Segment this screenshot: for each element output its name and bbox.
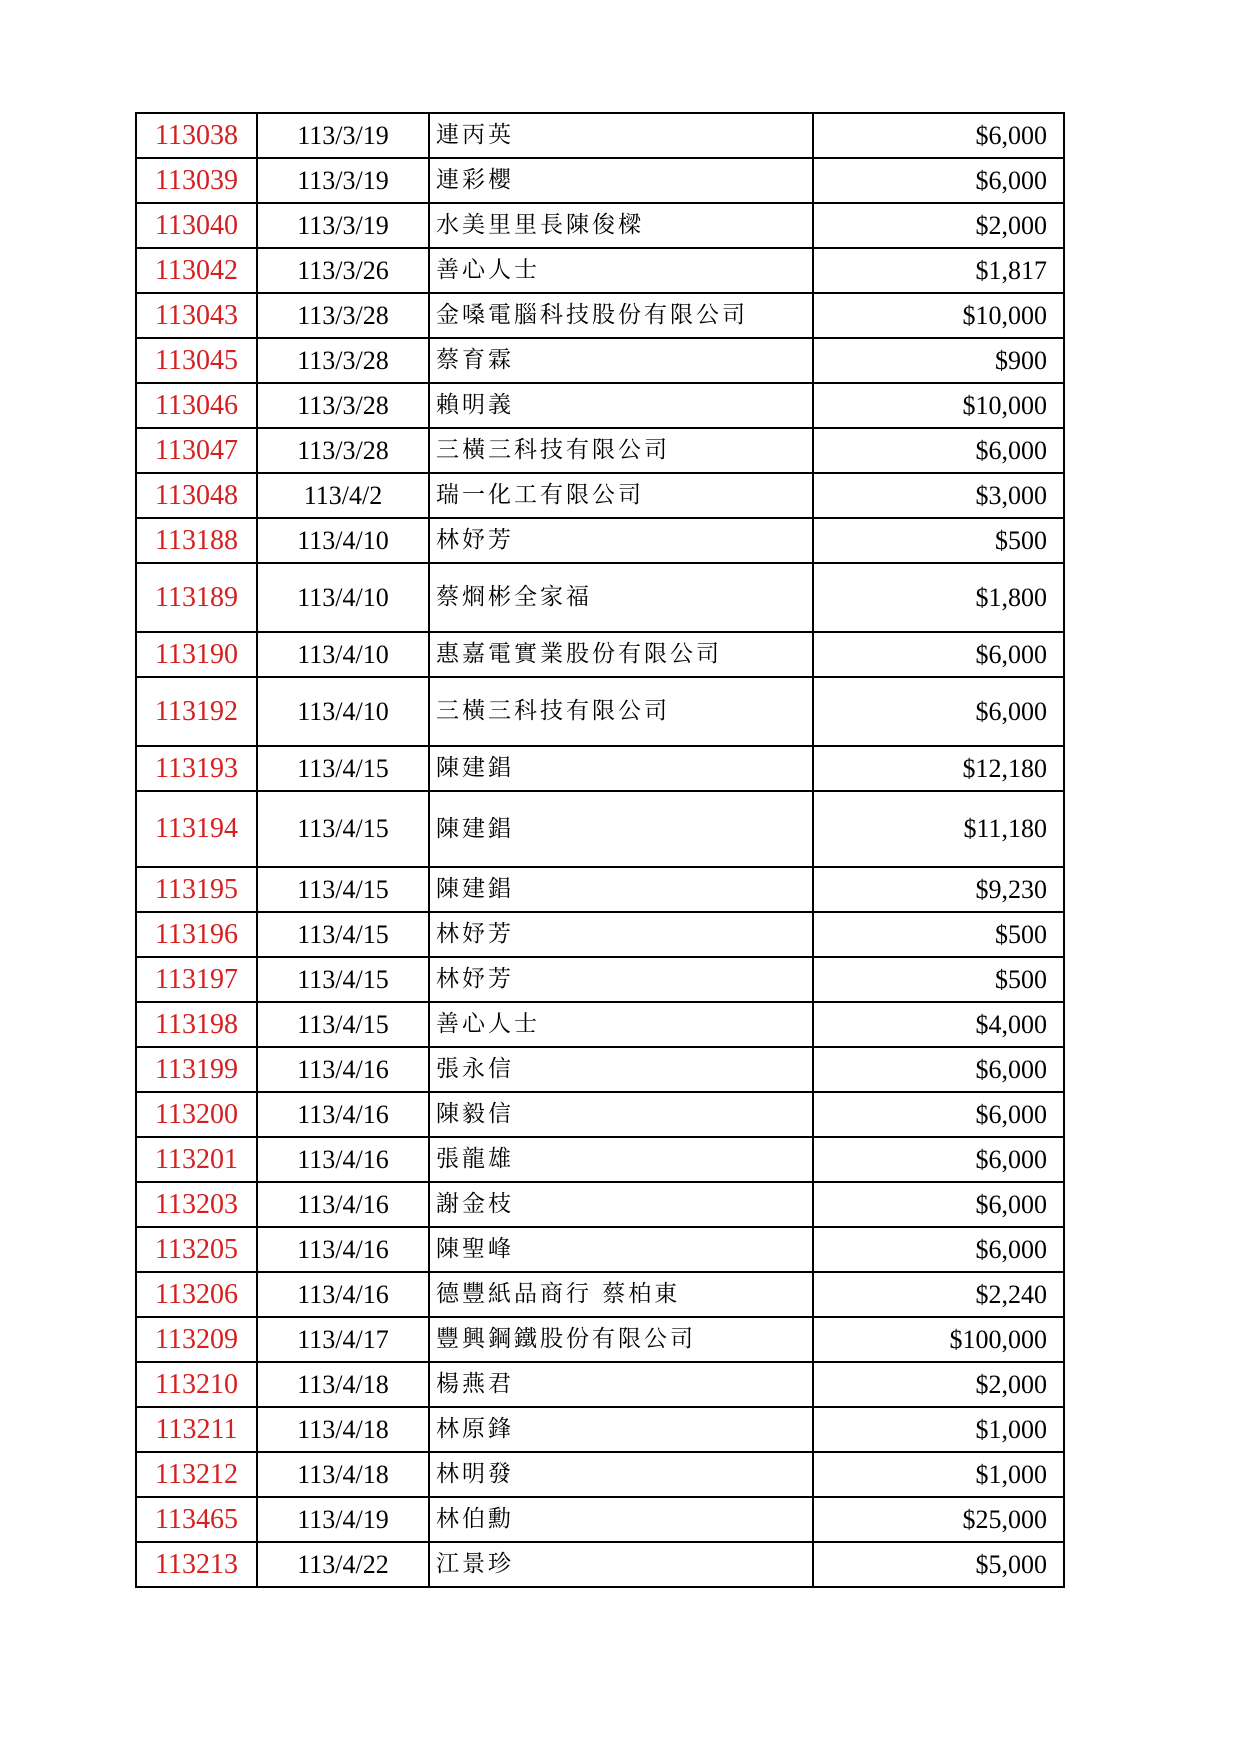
- donor-name: 瑞一化工有限公司: [429, 473, 813, 518]
- donor-name: 張永信: [429, 1047, 813, 1092]
- donation-date: 113/3/28: [257, 428, 429, 473]
- donor-name: 連丙英: [429, 113, 813, 158]
- donation-date: 113/4/16: [257, 1182, 429, 1227]
- table-row: [136, 1362, 1064, 1407]
- donation-amount: $5,000: [813, 1542, 1064, 1587]
- donation-amount: $10,000: [813, 293, 1064, 338]
- table-row: [136, 867, 1064, 912]
- table-row: [136, 518, 1064, 563]
- table-row: [136, 1542, 1064, 1587]
- donation-date: 113/3/19: [257, 158, 429, 203]
- donation-table-body: [136, 113, 1064, 1587]
- donation-date: 113/4/17: [257, 1317, 429, 1362]
- table-row: [136, 248, 1064, 293]
- receipt-number: 113465: [136, 1497, 257, 1542]
- donation-amount: $11,180: [813, 791, 1064, 867]
- donor-name: 蔡育霖: [429, 338, 813, 383]
- donor-name: 三橫三科技有限公司: [429, 428, 813, 473]
- donor-name: 林妤芳: [429, 912, 813, 957]
- donation-amount: $6,000: [813, 1047, 1064, 1092]
- donation-amount: $100,000: [813, 1317, 1064, 1362]
- donation-date: 113/4/15: [257, 746, 429, 791]
- donation-amount: $3,000: [813, 473, 1064, 518]
- table-row: [136, 1317, 1064, 1362]
- receipt-number: 113198: [136, 1002, 257, 1047]
- table-row: [136, 338, 1064, 383]
- receipt-number: 113209: [136, 1317, 257, 1362]
- donor-name: 三橫三科技有限公司: [429, 677, 813, 746]
- donor-name: 善心人士: [429, 1002, 813, 1047]
- donor-name: 江景珍: [429, 1542, 813, 1587]
- receipt-number: 113203: [136, 1182, 257, 1227]
- donation-amount: $10,000: [813, 383, 1064, 428]
- donation-table: [135, 112, 1065, 1588]
- receipt-number: 113211: [136, 1407, 257, 1452]
- donation-date: 113/4/18: [257, 1407, 429, 1452]
- receipt-number: 113213: [136, 1542, 257, 1587]
- donor-name: 豐興鋼鐵股份有限公司: [429, 1317, 813, 1362]
- table-row: [136, 791, 1064, 867]
- donation-amount: $9,230: [813, 867, 1064, 912]
- donor-name: 林原鋒: [429, 1407, 813, 1452]
- table-row: [136, 1407, 1064, 1452]
- receipt-number: 113048: [136, 473, 257, 518]
- donation-date: 113/3/19: [257, 203, 429, 248]
- donation-amount: $2,000: [813, 1362, 1064, 1407]
- table-row: [136, 957, 1064, 1002]
- donation-amount: $6,000: [813, 113, 1064, 158]
- donor-name: 蔡烱彬全家福: [429, 563, 813, 632]
- donation-date: 113/4/16: [257, 1092, 429, 1137]
- table-row: [136, 1452, 1064, 1497]
- receipt-number: 113195: [136, 867, 257, 912]
- receipt-number: 113040: [136, 203, 257, 248]
- donation-date: 113/4/15: [257, 1002, 429, 1047]
- receipt-number: 113197: [136, 957, 257, 1002]
- donation-amount: $4,000: [813, 1002, 1064, 1047]
- donation-date: 113/4/10: [257, 563, 429, 632]
- donor-name: 林妤芳: [429, 957, 813, 1002]
- donation-date: 113/4/16: [257, 1272, 429, 1317]
- donation-amount: $6,000: [813, 1227, 1064, 1272]
- table-row: [136, 383, 1064, 428]
- donation-date: 113/4/15: [257, 791, 429, 867]
- donation-date: 113/4/16: [257, 1047, 429, 1092]
- receipt-number: 113201: [136, 1137, 257, 1182]
- receipt-number: 113042: [136, 248, 257, 293]
- donation-amount: $6,000: [813, 428, 1064, 473]
- receipt-number: 113039: [136, 158, 257, 203]
- table-row: [136, 1497, 1064, 1542]
- table-row: [136, 428, 1064, 473]
- donation-amount: $1,000: [813, 1407, 1064, 1452]
- donor-name: 賴明義: [429, 383, 813, 428]
- table-row: [136, 1002, 1064, 1047]
- table-row: [136, 1137, 1064, 1182]
- donation-amount: $25,000: [813, 1497, 1064, 1542]
- table-row: [136, 1047, 1064, 1092]
- receipt-number: 113200: [136, 1092, 257, 1137]
- donation-amount: $1,817: [813, 248, 1064, 293]
- donation-amount: $6,000: [813, 1092, 1064, 1137]
- donor-name: 善心人士: [429, 248, 813, 293]
- donor-name: 惠嘉電實業股份有限公司: [429, 632, 813, 677]
- receipt-number: 113190: [136, 632, 257, 677]
- donation-amount: $6,000: [813, 1182, 1064, 1227]
- table-row: [136, 563, 1064, 632]
- donor-name: 謝金枝: [429, 1182, 813, 1227]
- receipt-number: 113046: [136, 383, 257, 428]
- donor-name: 陳建錩: [429, 791, 813, 867]
- donation-amount: $900: [813, 338, 1064, 383]
- donor-name: 水美里里長陳俊樑: [429, 203, 813, 248]
- table-row: [136, 113, 1064, 158]
- receipt-number: 113043: [136, 293, 257, 338]
- receipt-number: 113212: [136, 1452, 257, 1497]
- donation-date: 113/4/19: [257, 1497, 429, 1542]
- donation-date: 113/4/18: [257, 1452, 429, 1497]
- receipt-number: 113199: [136, 1047, 257, 1092]
- donation-amount: $6,000: [813, 1137, 1064, 1182]
- donor-name: 金嗓電腦科技股份有限公司: [429, 293, 813, 338]
- receipt-number: 113206: [136, 1272, 257, 1317]
- donation-date: 113/4/10: [257, 518, 429, 563]
- donation-amount: $1,800: [813, 563, 1064, 632]
- table-row: [136, 912, 1064, 957]
- donor-name: 林伯勳: [429, 1497, 813, 1542]
- table-row: [136, 293, 1064, 338]
- table-row: [136, 1092, 1064, 1137]
- table-row: [136, 632, 1064, 677]
- donation-date: 113/4/15: [257, 912, 429, 957]
- donation-date: 113/4/2: [257, 473, 429, 518]
- donation-amount: $2,240: [813, 1272, 1064, 1317]
- donor-name: 連彩櫻: [429, 158, 813, 203]
- receipt-number: 113189: [136, 563, 257, 632]
- table-row: [136, 158, 1064, 203]
- table-row: [136, 1272, 1064, 1317]
- donation-amount: $500: [813, 957, 1064, 1002]
- donation-amount: $6,000: [813, 158, 1064, 203]
- donor-name: 陳建錩: [429, 746, 813, 791]
- donor-name: 陳毅信: [429, 1092, 813, 1137]
- donor-name: 林妤芳: [429, 518, 813, 563]
- table-row: [136, 473, 1064, 518]
- donation-amount: $500: [813, 912, 1064, 957]
- receipt-number: 113047: [136, 428, 257, 473]
- receipt-number: 113194: [136, 791, 257, 867]
- donation-date: 113/4/22: [257, 1542, 429, 1587]
- donation-date: 113/3/28: [257, 293, 429, 338]
- donor-name: 林明發: [429, 1452, 813, 1497]
- donation-date: 113/4/15: [257, 957, 429, 1002]
- table-row: [136, 203, 1064, 248]
- donation-date: 113/4/16: [257, 1227, 429, 1272]
- donation-amount: $2,000: [813, 203, 1064, 248]
- receipt-number: 113038: [136, 113, 257, 158]
- donation-date: 113/4/16: [257, 1137, 429, 1182]
- donation-date: 113/3/26: [257, 248, 429, 293]
- donation-amount: $12,180: [813, 746, 1064, 791]
- table-row: [136, 1182, 1064, 1227]
- receipt-number: 113196: [136, 912, 257, 957]
- donation-date: 113/4/10: [257, 632, 429, 677]
- donation-date: 113/4/10: [257, 677, 429, 746]
- donation-amount: $500: [813, 518, 1064, 563]
- receipt-number: 113188: [136, 518, 257, 563]
- donor-name: 陳聖峰: [429, 1227, 813, 1272]
- donation-date: 113/3/28: [257, 338, 429, 383]
- receipt-number: 113205: [136, 1227, 257, 1272]
- table-row: [136, 746, 1064, 791]
- donation-date: 113/4/18: [257, 1362, 429, 1407]
- table-row: [136, 1227, 1064, 1272]
- donation-amount: $6,000: [813, 677, 1064, 746]
- receipt-number: 113210: [136, 1362, 257, 1407]
- donation-date: 113/3/28: [257, 383, 429, 428]
- donor-name: 陳建錩: [429, 867, 813, 912]
- receipt-number: 113192: [136, 677, 257, 746]
- donor-name: 張龍雄: [429, 1137, 813, 1182]
- donor-name: 德豐紙品商行 蔡柏東: [429, 1272, 813, 1317]
- donation-date: 113/4/15: [257, 867, 429, 912]
- donation-amount: $1,000: [813, 1452, 1064, 1497]
- table-row: [136, 677, 1064, 746]
- receipt-number: 113193: [136, 746, 257, 791]
- donor-name: 楊燕君: [429, 1362, 813, 1407]
- donation-amount: $6,000: [813, 632, 1064, 677]
- donation-date: 113/3/19: [257, 113, 429, 158]
- receipt-number: 113045: [136, 338, 257, 383]
